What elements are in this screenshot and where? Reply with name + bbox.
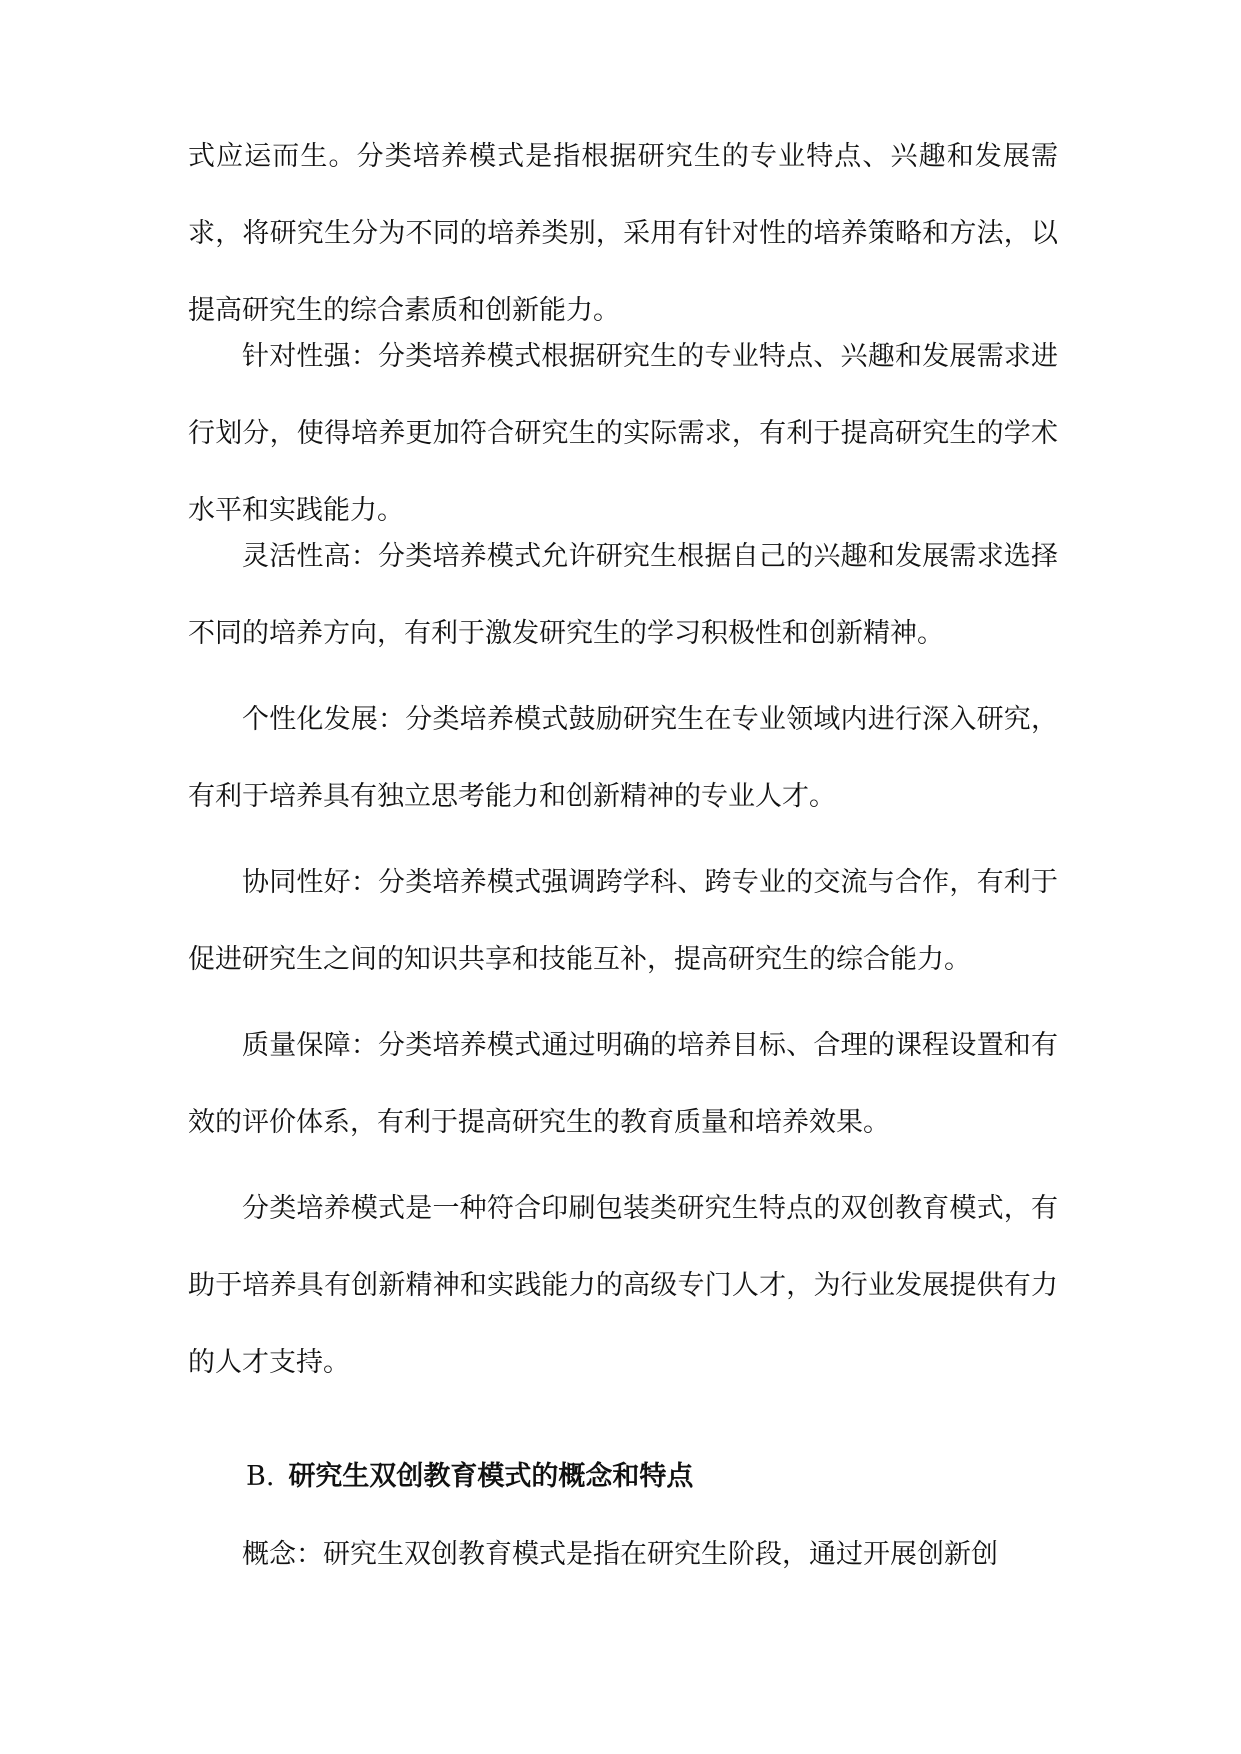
- paragraph-quality: 质量保障：分类培养模式通过明确的培养目标、合理的课程设置和有效的评价体系，有利于提高研究生的教育质量和培养效果。: [188, 1030, 1058, 1138]
- paragraph-intro: 式应运而生。分类培养模式是指根据研究生的专业特点、兴趣和发展需求，将研究生分为不同的培养类别，采用有针对性的培养策略和方法，以提高研究生的综合素质和创新能力。: [188, 141, 1058, 326]
- paragraph-personalized: 个性化发展：分类培养模式鼓励研究生在专业领域内进行深入研究，有利于培养具有独立思考能力和创新精神的专业人才。: [188, 704, 1058, 812]
- section-heading-marker: B.: [246, 1461, 275, 1492]
- paragraph-conclusion: 分类培养模式是一种符合印刷包装类研究生特点的双创教育模式，有助于培养具有创新精神和实践能力的高级专门人才，为行业发展提供有力的人才支持。: [188, 1193, 1058, 1378]
- paragraph-collaborative: 协同性好：分类培养模式强调跨学科、跨专业的交流与合作，有利于促进研究生之间的知识共享和技能互补，提高研究生的综合能力。: [188, 867, 1058, 975]
- paragraph-flexible: 灵活性高：分类培养模式允许研究生根据自己的兴趣和发展需求选择不同的培养方向，有利于激发研究生的学习积极性和创新精神。: [188, 541, 1058, 649]
- section-heading-title: 研究生双创教育模式的概念和特点: [288, 1461, 694, 1492]
- paragraph-targeted: 针对性强：分类培养模式根据研究生的专业特点、兴趣和发展需求进行划分，使得培养更加符合研究生的实际需求，有利于提高研究生的学术水平和实践能力。: [188, 341, 1058, 526]
- section-heading: [246, 1457, 1046, 1497]
- paragraph-concept: 概念：研究生双创教育模式是指在研究生阶段，通过开展创新创: [242, 1539, 998, 1570]
